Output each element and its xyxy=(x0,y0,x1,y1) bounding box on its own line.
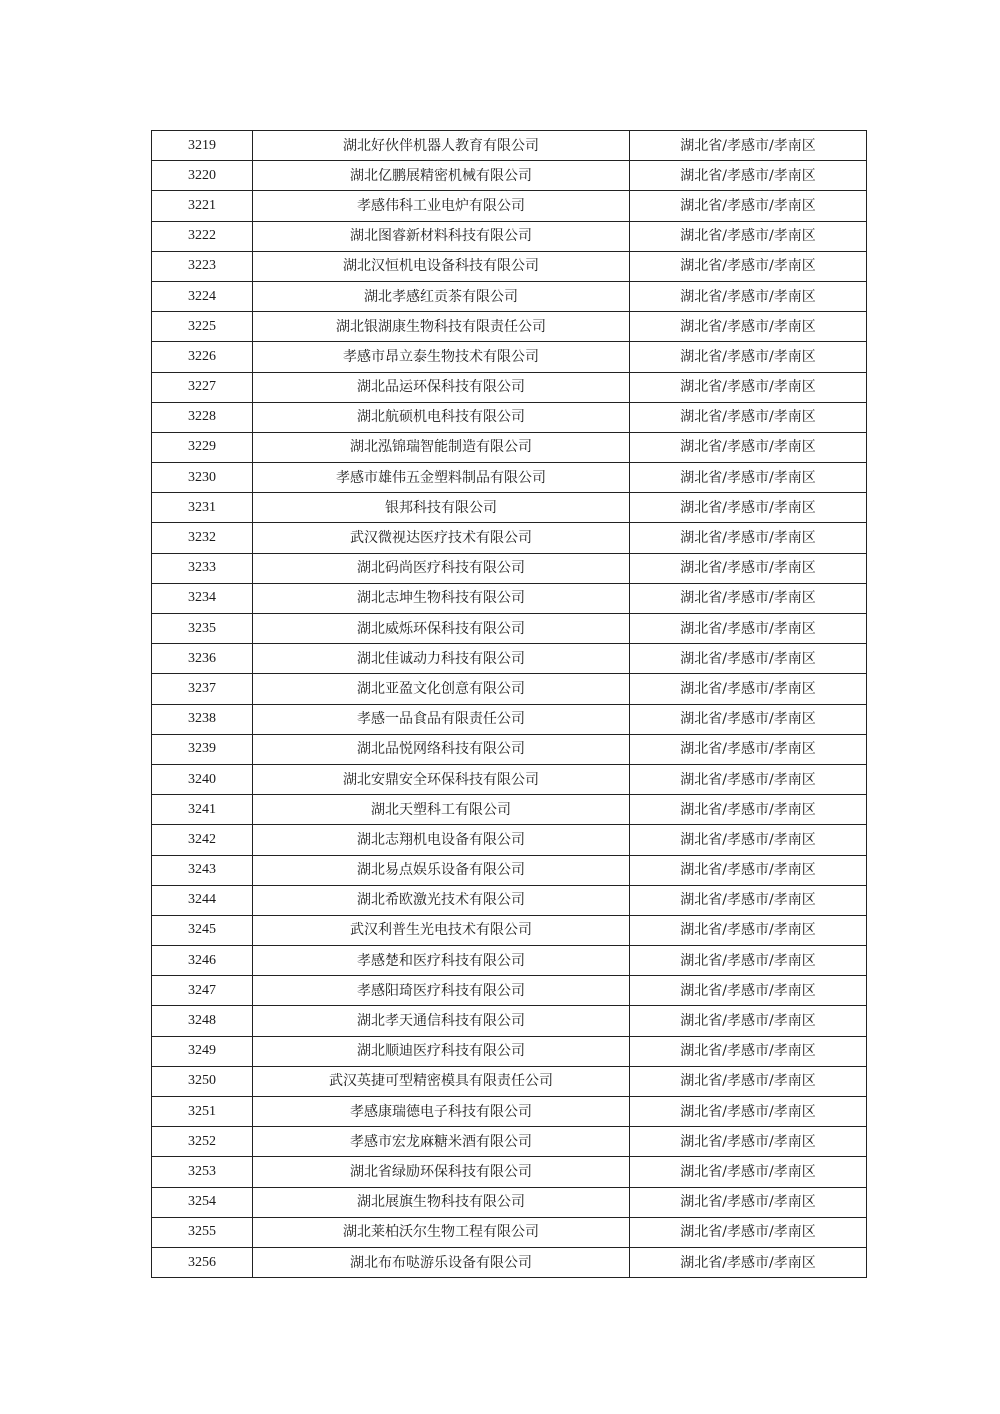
row-number-cell: 3232 xyxy=(152,523,253,553)
table-row xyxy=(152,1006,867,1036)
company-name-cell: 湖北好伙伴机器人教育有限公司 xyxy=(253,131,630,161)
table-row xyxy=(152,463,867,493)
row-number-cell: 3228 xyxy=(152,402,253,432)
company-list-table xyxy=(151,130,867,1278)
company-name-cell: 湖北安鼎安全环保科技有限公司 xyxy=(253,764,630,794)
region-cell: 湖北省/孝感市/孝南区 xyxy=(630,312,867,342)
region-cell: 湖北省/孝感市/孝南区 xyxy=(630,614,867,644)
company-name-cell: 湖北孝感红贡茶有限公司 xyxy=(253,281,630,311)
region-cell: 湖北省/孝感市/孝南区 xyxy=(630,493,867,523)
company-name-cell: 湖北汉恒机电设备科技有限公司 xyxy=(253,251,630,281)
table-row xyxy=(152,946,867,976)
company-name-cell: 湖北莱柏沃尔生物工程有限公司 xyxy=(253,1217,630,1247)
row-number-cell: 3227 xyxy=(152,372,253,402)
row-number-cell: 3255 xyxy=(152,1217,253,1247)
table-row xyxy=(152,1187,867,1217)
row-number-cell: 3250 xyxy=(152,1066,253,1096)
row-number-cell: 3225 xyxy=(152,312,253,342)
region-cell: 湖北省/孝感市/孝南区 xyxy=(630,885,867,915)
table-row xyxy=(152,312,867,342)
region-cell: 湖北省/孝感市/孝南区 xyxy=(630,734,867,764)
row-number-cell: 3221 xyxy=(152,191,253,221)
company-name-cell: 银邦科技有限公司 xyxy=(253,493,630,523)
company-name-cell: 武汉利普生光电技术有限公司 xyxy=(253,915,630,945)
table-row xyxy=(152,1036,867,1066)
table-row xyxy=(152,372,867,402)
row-number-cell: 3246 xyxy=(152,946,253,976)
region-cell: 湖北省/孝感市/孝南区 xyxy=(630,463,867,493)
table-row xyxy=(152,553,867,583)
row-number-cell: 3248 xyxy=(152,1006,253,1036)
row-number-cell: 3223 xyxy=(152,251,253,281)
company-name-cell: 湖北银湖康生物科技有限责任公司 xyxy=(253,312,630,342)
company-name-cell: 孝感阳琦医疗科技有限公司 xyxy=(253,976,630,1006)
row-number-cell: 3247 xyxy=(152,976,253,1006)
row-number-cell: 3244 xyxy=(152,885,253,915)
company-name-cell: 湖北天塑科工有限公司 xyxy=(253,795,630,825)
table-row xyxy=(152,251,867,281)
company-name-cell: 湖北布布哒游乐设备有限公司 xyxy=(253,1247,630,1277)
table-row xyxy=(152,161,867,191)
table-row xyxy=(152,795,867,825)
region-cell: 湖北省/孝感市/孝南区 xyxy=(630,764,867,794)
company-name-cell: 湖北品悦网络科技有限公司 xyxy=(253,734,630,764)
company-name-cell: 孝感市雄伟五金塑料制品有限公司 xyxy=(253,463,630,493)
table-row xyxy=(152,704,867,734)
company-name-cell: 孝感康瑞德电子科技有限公司 xyxy=(253,1097,630,1127)
row-number-cell: 3222 xyxy=(152,221,253,251)
region-cell: 湖北省/孝感市/孝南区 xyxy=(630,1127,867,1157)
table-row xyxy=(152,1157,867,1187)
table-row xyxy=(152,855,867,885)
row-number-cell: 3245 xyxy=(152,915,253,945)
row-number-cell: 3242 xyxy=(152,825,253,855)
table-row xyxy=(152,1066,867,1096)
table-row xyxy=(152,614,867,644)
region-cell: 湖北省/孝感市/孝南区 xyxy=(630,915,867,945)
table-row xyxy=(152,402,867,432)
row-number-cell: 3234 xyxy=(152,583,253,613)
region-cell: 湖北省/孝感市/孝南区 xyxy=(630,1157,867,1187)
table-row xyxy=(152,523,867,553)
table-row xyxy=(152,342,867,372)
region-cell: 湖北省/孝感市/孝南区 xyxy=(630,1217,867,1247)
table-row xyxy=(152,191,867,221)
table-row xyxy=(152,885,867,915)
company-name-cell: 孝感市宏龙麻糖米酒有限公司 xyxy=(253,1127,630,1157)
row-number-cell: 3226 xyxy=(152,342,253,372)
table-row xyxy=(152,432,867,462)
row-number-cell: 3252 xyxy=(152,1127,253,1157)
region-cell: 湖北省/孝感市/孝南区 xyxy=(630,1006,867,1036)
region-cell: 湖北省/孝感市/孝南区 xyxy=(630,221,867,251)
company-name-cell: 湖北希欧激光技术有限公司 xyxy=(253,885,630,915)
region-cell: 湖北省/孝感市/孝南区 xyxy=(630,1097,867,1127)
region-cell: 湖北省/孝感市/孝南区 xyxy=(630,131,867,161)
company-name-cell: 湖北图睿新材料科技有限公司 xyxy=(253,221,630,251)
region-cell: 湖北省/孝感市/孝南区 xyxy=(630,1036,867,1066)
row-number-cell: 3241 xyxy=(152,795,253,825)
company-name-cell: 湖北易点娱乐设备有限公司 xyxy=(253,855,630,885)
table-row xyxy=(152,734,867,764)
region-cell: 湖北省/孝感市/孝南区 xyxy=(630,1187,867,1217)
row-number-cell: 3231 xyxy=(152,493,253,523)
region-cell: 湖北省/孝感市/孝南区 xyxy=(630,402,867,432)
table-row xyxy=(152,644,867,674)
region-cell: 湖北省/孝感市/孝南区 xyxy=(630,432,867,462)
company-name-cell: 湖北孝天通信科技有限公司 xyxy=(253,1006,630,1036)
region-cell: 湖北省/孝感市/孝南区 xyxy=(630,583,867,613)
table-row xyxy=(152,493,867,523)
region-cell: 湖北省/孝感市/孝南区 xyxy=(630,674,867,704)
company-name-cell: 武汉英捷可型精密模具有限责任公司 xyxy=(253,1066,630,1096)
region-cell: 湖北省/孝感市/孝南区 xyxy=(630,1247,867,1277)
company-name-cell: 湖北佳诚动力科技有限公司 xyxy=(253,644,630,674)
region-cell: 湖北省/孝感市/孝南区 xyxy=(630,372,867,402)
region-cell: 湖北省/孝感市/孝南区 xyxy=(630,795,867,825)
row-number-cell: 3224 xyxy=(152,281,253,311)
row-number-cell: 3238 xyxy=(152,704,253,734)
table-row xyxy=(152,221,867,251)
region-cell: 湖北省/孝感市/孝南区 xyxy=(630,281,867,311)
company-name-cell: 湖北威烁环保科技有限公司 xyxy=(253,614,630,644)
region-cell: 湖北省/孝感市/孝南区 xyxy=(630,251,867,281)
table-row xyxy=(152,1097,867,1127)
table-row xyxy=(152,583,867,613)
row-number-cell: 3253 xyxy=(152,1157,253,1187)
row-number-cell: 3237 xyxy=(152,674,253,704)
row-number-cell: 3249 xyxy=(152,1036,253,1066)
row-number-cell: 3243 xyxy=(152,855,253,885)
company-name-cell: 湖北品运环保科技有限公司 xyxy=(253,372,630,402)
company-name-cell: 武汉微视达医疗技术有限公司 xyxy=(253,523,630,553)
table-row xyxy=(152,764,867,794)
row-number-cell: 3239 xyxy=(152,734,253,764)
row-number-cell: 3230 xyxy=(152,463,253,493)
row-number-cell: 3256 xyxy=(152,1247,253,1277)
company-name-cell: 湖北顺迪医疗科技有限公司 xyxy=(253,1036,630,1066)
company-name-cell: 湖北航硕机电科技有限公司 xyxy=(253,402,630,432)
region-cell: 湖北省/孝感市/孝南区 xyxy=(630,553,867,583)
company-name-cell: 湖北亿鹏展精密机械有限公司 xyxy=(253,161,630,191)
region-cell: 湖北省/孝感市/孝南区 xyxy=(630,946,867,976)
company-name-cell: 湖北省绿励环保科技有限公司 xyxy=(253,1157,630,1187)
company-name-cell: 湖北亚盈文化创意有限公司 xyxy=(253,674,630,704)
row-number-cell: 3236 xyxy=(152,644,253,674)
region-cell: 湖北省/孝感市/孝南区 xyxy=(630,523,867,553)
table-body xyxy=(152,131,867,1278)
company-name-cell: 孝感市昂立泰生物技术有限公司 xyxy=(253,342,630,372)
table-row xyxy=(152,674,867,704)
company-name-cell: 孝感伟科工业电炉有限公司 xyxy=(253,191,630,221)
company-name-cell: 湖北展旗生物科技有限公司 xyxy=(253,1187,630,1217)
row-number-cell: 3233 xyxy=(152,553,253,583)
table-row xyxy=(152,1217,867,1247)
table-row xyxy=(152,976,867,1006)
row-number-cell: 3251 xyxy=(152,1097,253,1127)
company-name-cell: 孝感一品食品有限责任公司 xyxy=(253,704,630,734)
company-name-cell: 孝感楚和医疗科技有限公司 xyxy=(253,946,630,976)
row-number-cell: 3235 xyxy=(152,614,253,644)
region-cell: 湖北省/孝感市/孝南区 xyxy=(630,825,867,855)
region-cell: 湖北省/孝感市/孝南区 xyxy=(630,704,867,734)
table-row xyxy=(152,915,867,945)
region-cell: 湖北省/孝感市/孝南区 xyxy=(630,191,867,221)
row-number-cell: 3219 xyxy=(152,131,253,161)
company-name-cell: 湖北码尚医疗科技有限公司 xyxy=(253,553,630,583)
table-row xyxy=(152,1247,867,1277)
region-cell: 湖北省/孝感市/孝南区 xyxy=(630,1066,867,1096)
company-name-cell: 湖北志坤生物科技有限公司 xyxy=(253,583,630,613)
table-row xyxy=(152,281,867,311)
row-number-cell: 3254 xyxy=(152,1187,253,1217)
region-cell: 湖北省/孝感市/孝南区 xyxy=(630,342,867,372)
region-cell: 湖北省/孝感市/孝南区 xyxy=(630,855,867,885)
company-name-cell: 湖北泓锦瑞智能制造有限公司 xyxy=(253,432,630,462)
row-number-cell: 3240 xyxy=(152,764,253,794)
table-row xyxy=(152,1127,867,1157)
row-number-cell: 3220 xyxy=(152,161,253,191)
region-cell: 湖北省/孝感市/孝南区 xyxy=(630,644,867,674)
region-cell: 湖北省/孝感市/孝南区 xyxy=(630,976,867,1006)
table-row xyxy=(152,131,867,161)
company-name-cell: 湖北志翔机电设备有限公司 xyxy=(253,825,630,855)
region-cell: 湖北省/孝感市/孝南区 xyxy=(630,161,867,191)
table-row xyxy=(152,825,867,855)
row-number-cell: 3229 xyxy=(152,432,253,462)
